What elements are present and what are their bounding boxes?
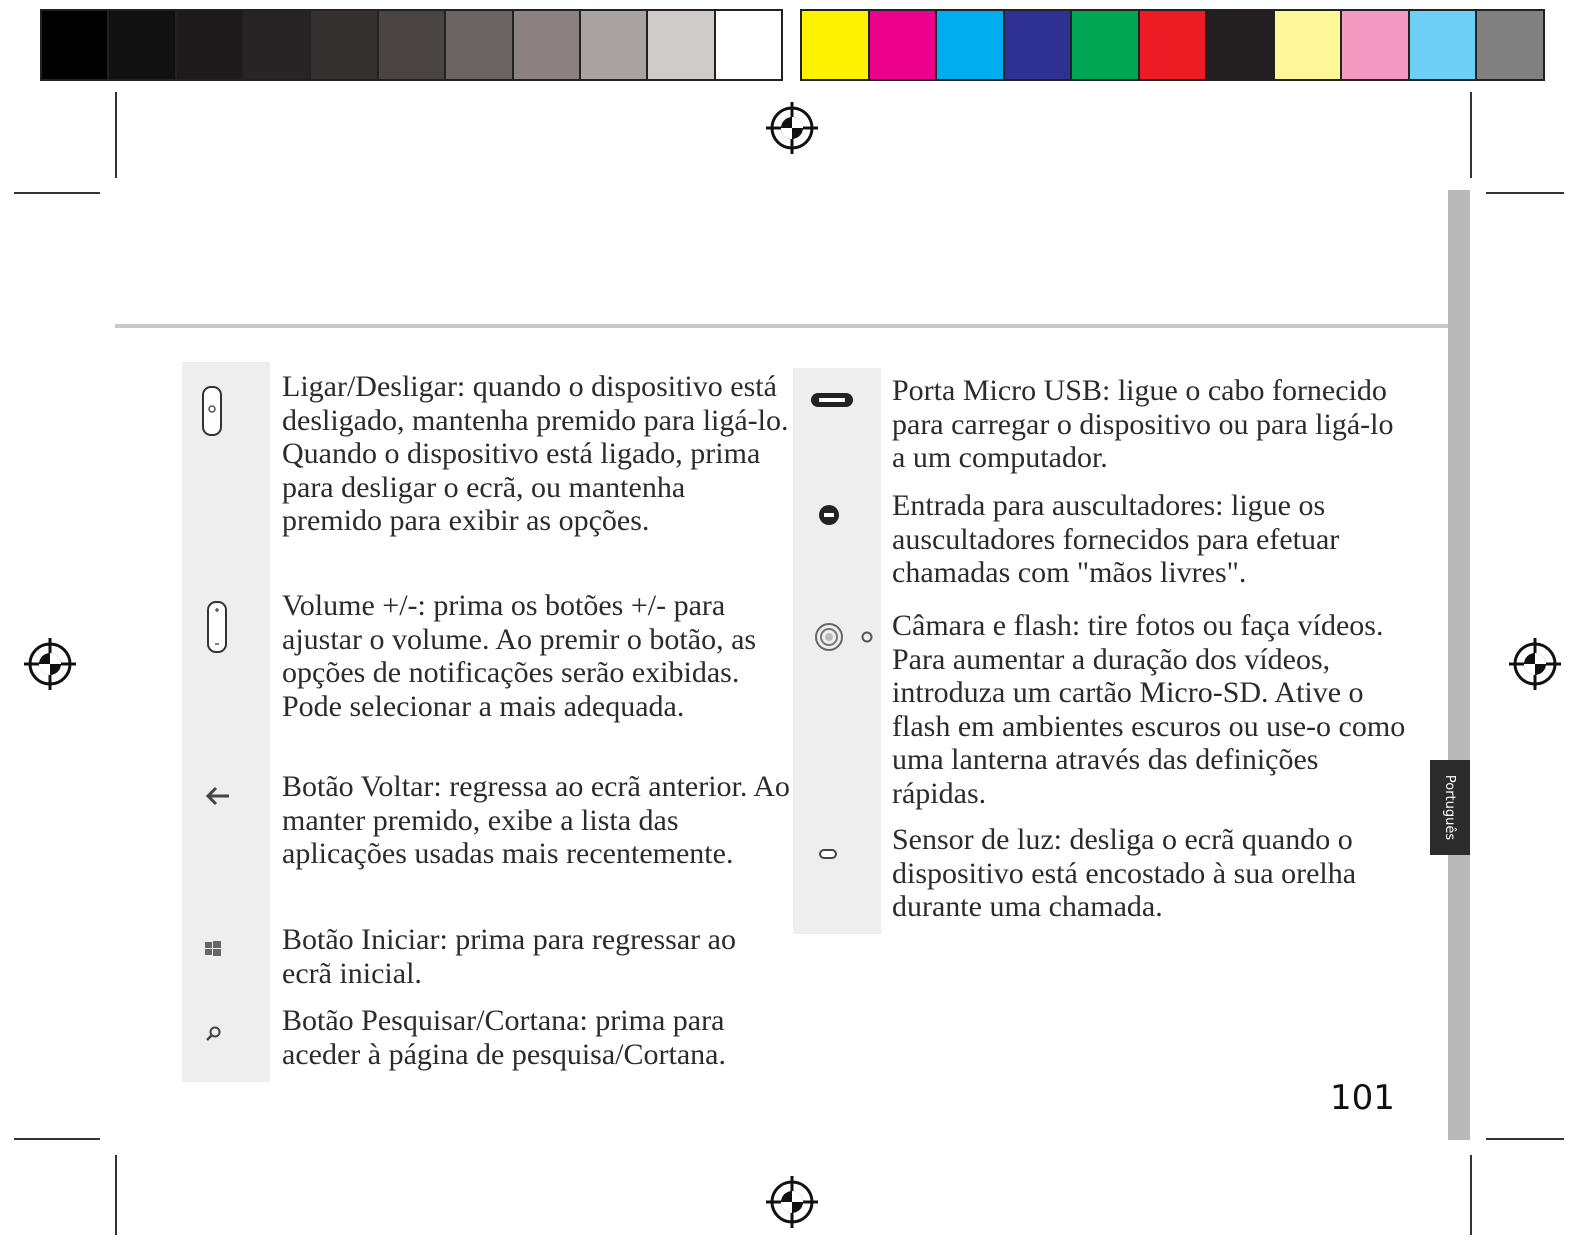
crop-mark [1470, 92, 1472, 178]
crop-mark [115, 1155, 117, 1235]
color-swatch [1005, 11, 1071, 79]
camera-description: Câmara e flash: tire fotos ou faça vídeos. Para aumentar a duração dos vídeos, introduza um cartão Micro-SD. Ative o flash em ambientes escuros ou use-o como uma lanterna através das definições rápidas. [892, 609, 1406, 810]
color-swatch [937, 11, 1003, 79]
color-swatch [1477, 11, 1543, 79]
grayscale-color-strip [40, 9, 783, 81]
micro-usb-description: Porta Micro USB: ligue o cabo fornecido para carregar o dispositivo ou para ligá-lo a um computador. [892, 374, 1394, 474]
language-tab [1430, 760, 1470, 855]
color-swatch [870, 11, 936, 79]
crop-mark [115, 92, 117, 178]
windows-start-icon [205, 941, 221, 957]
color-swatch [1140, 11, 1206, 79]
registration-mark-icon [764, 100, 820, 156]
gray-swatch [648, 11, 713, 79]
crop-mark [14, 192, 100, 194]
volume-button-icon [205, 600, 229, 654]
gray-swatch [177, 11, 242, 79]
gray-swatch [42, 11, 107, 79]
gray-swatch [581, 11, 646, 79]
start-button-description: Botão Iniciar: prima para regressar ao ecrã inicial. [282, 923, 736, 990]
process-color-strip [800, 9, 1545, 81]
search-icon [206, 1026, 222, 1042]
gray-swatch [109, 11, 174, 79]
color-swatch [1207, 11, 1273, 79]
side-margin-bar [1448, 190, 1470, 1140]
back-button-description: Botão Voltar: regressa ao ecrã anterior. Ao manter premido, exibe a lista das aplicações usadas mais recentemente. [282, 770, 790, 870]
header-rule [115, 324, 1450, 328]
headphone-jack-icon [817, 503, 841, 527]
left-icon-column [182, 362, 270, 1082]
crop-mark [1470, 1155, 1472, 1235]
registration-mark-icon [764, 1174, 820, 1230]
light-sensor-icon [818, 848, 838, 860]
page-number: 101 [1330, 1078, 1395, 1118]
color-swatch [1072, 11, 1138, 79]
registration-mark-icon [22, 636, 78, 692]
gray-swatch [244, 11, 309, 79]
headphone-description: Entrada para auscultadores: ligue os auscultadores fornecidos para efetuar chamadas com "mãos livres". [892, 489, 1340, 589]
color-swatch [1275, 11, 1341, 79]
gray-swatch [716, 11, 781, 79]
gray-swatch [311, 11, 376, 79]
gray-swatch [446, 11, 511, 79]
light-sensor-description: Sensor de luz: desliga o ecrã quando o dispositivo está encostado à sua orelha durante uma chamada. [892, 823, 1357, 923]
power-description: Ligar/Desligar: quando o dispositivo está desligado, mantenha premido para ligá-lo. Quando o dispositivo está ligado, prima para desligar o ecrã, ou mantenha premido para exibir as opções. [282, 370, 789, 537]
camera-flash-icon [812, 620, 876, 654]
power-button-icon [200, 385, 224, 437]
micro-usb-port-icon [810, 392, 854, 408]
color-swatch [802, 11, 868, 79]
gray-swatch [379, 11, 444, 79]
registration-mark-icon [1507, 636, 1563, 692]
color-swatch [1410, 11, 1476, 79]
crop-mark [14, 1138, 100, 1140]
crop-mark [1486, 1138, 1564, 1140]
back-arrow-icon [204, 784, 232, 808]
search-button-description: Botão Pesquisar/Cortana: prima para aceder à página de pesquisa/Cortana. [282, 1004, 726, 1071]
color-swatch [1342, 11, 1408, 79]
crop-mark [1486, 192, 1564, 194]
volume-description: Volume +/-: prima os botões +/- para ajustar o volume. Ao premir o botão, as opções de notificações serão exibidas. Pode selecionar a mais adequada. [282, 589, 757, 723]
gray-swatch [514, 11, 579, 79]
language-tab-label: Português [1442, 774, 1458, 841]
